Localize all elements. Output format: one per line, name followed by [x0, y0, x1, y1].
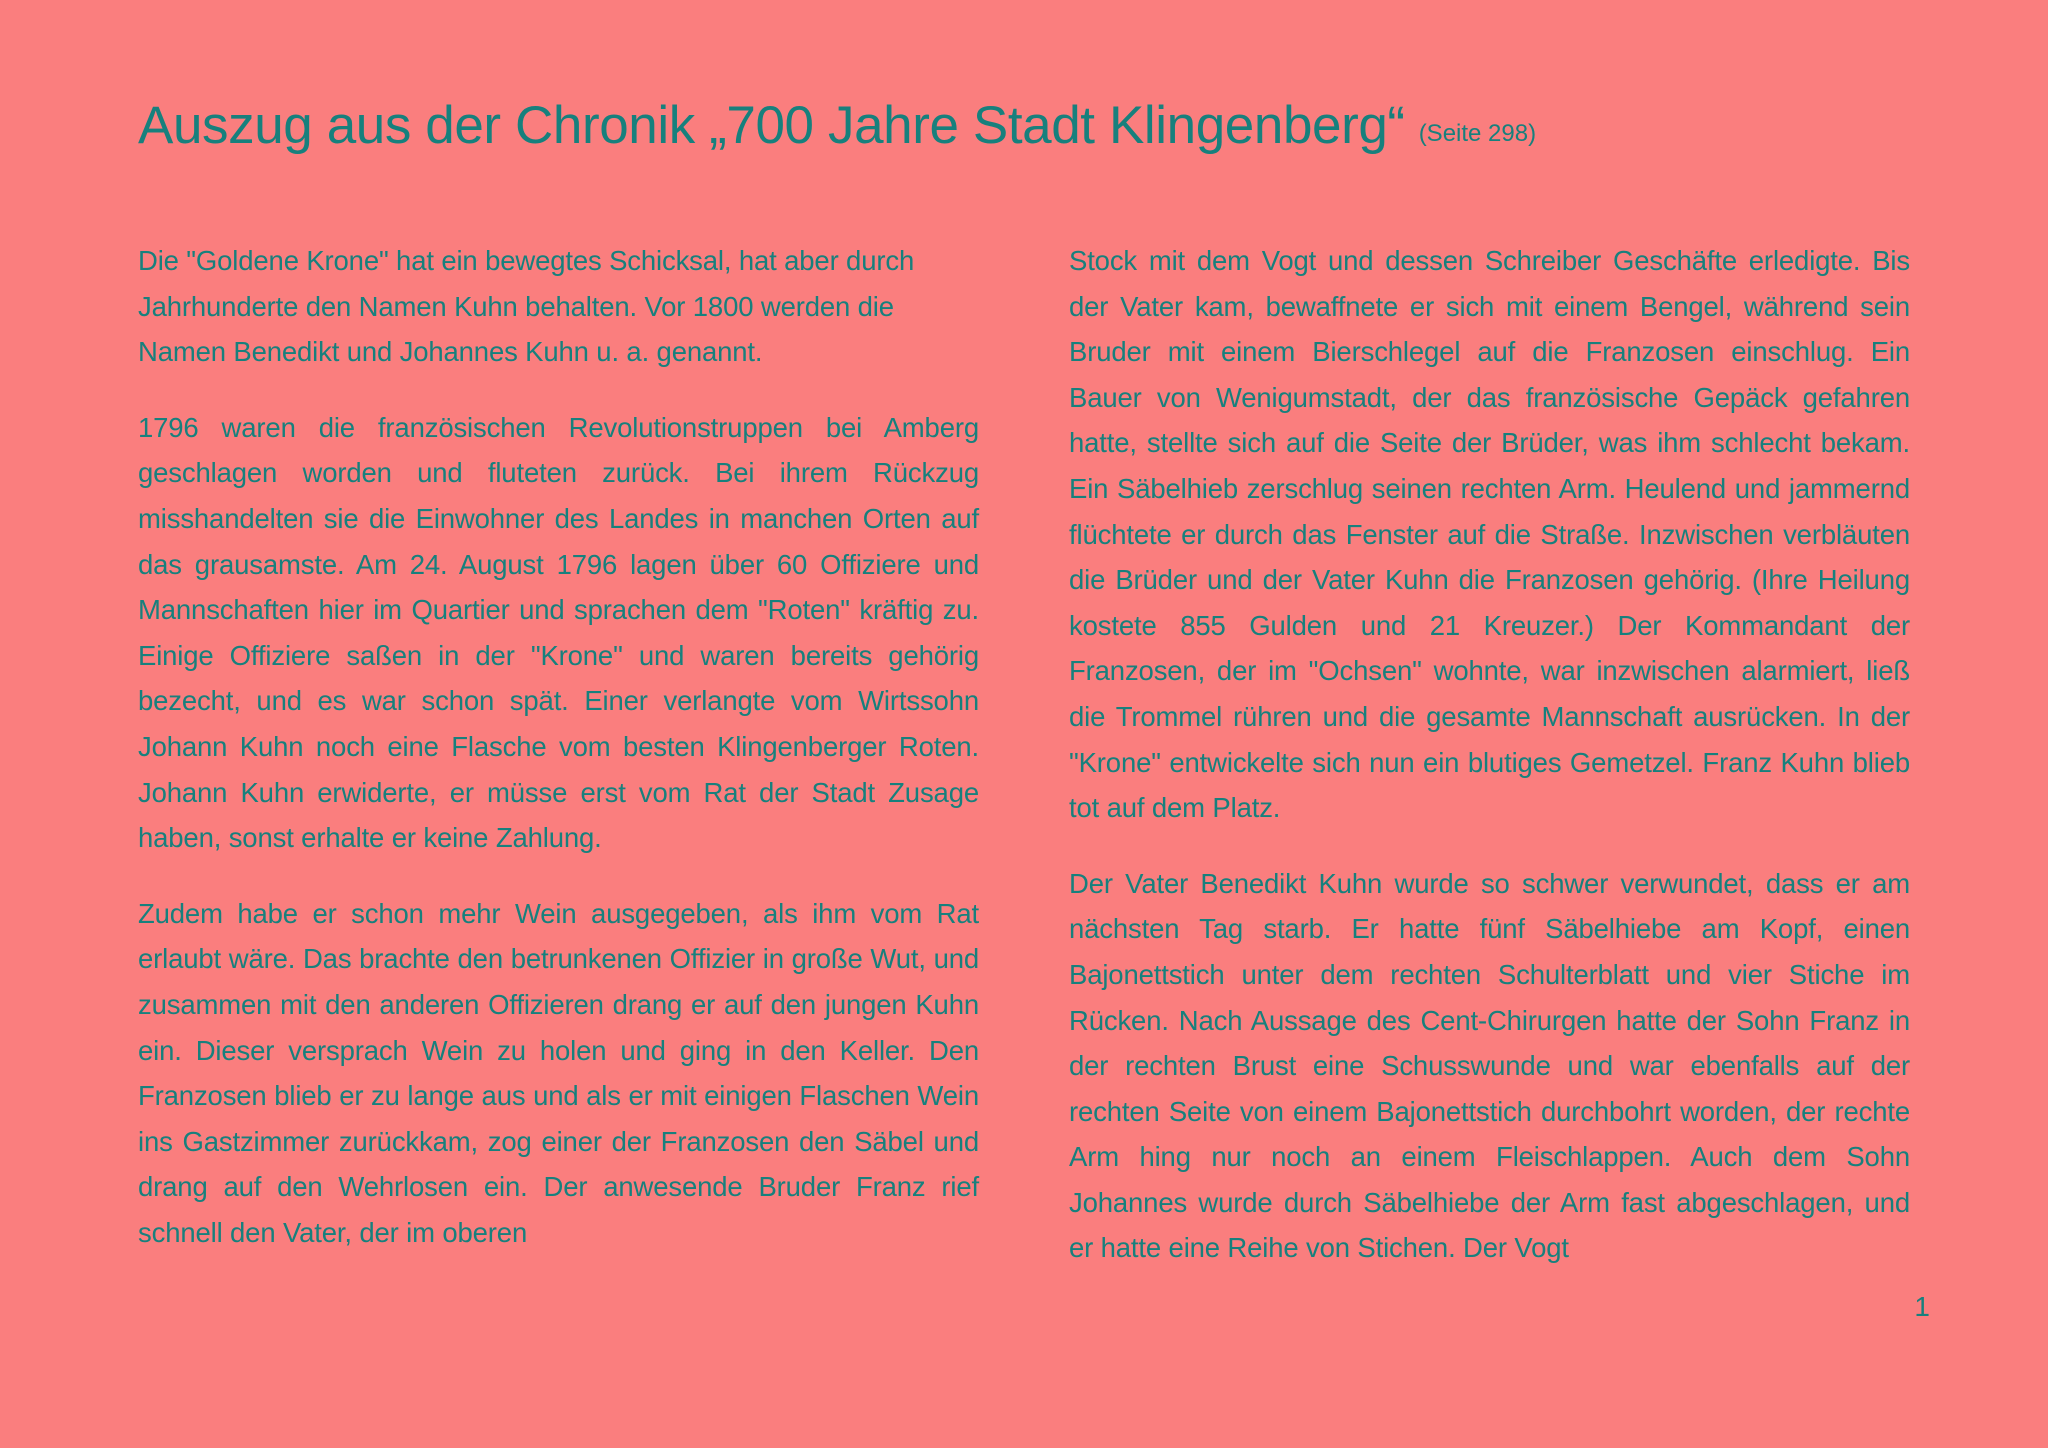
paragraph: 1796 waren die französischen Revolutionstruppen bei Amberg geschlagen worden und fluteten zurück. Bei ihrem Rückzug misshandelten sie die Einwohner des Landes in manchen Orten auf das grausamste. Am 24. August 1796 lagen über 60 Offiziere und Mannschaften hier im Quartier und sprachen dem "Roten" kräftig zu. Einige Offiziere saßen in der "Krone" und waren bereits gehörig bezecht, und es war schon spät. Einer verlangte vom Wirtssohn Johann Kuhn noch eine Flasche vom besten Klingenberger Roten. Johann Kuhn erwiderte, er müsse erst vom Rat der Stadt Zusage haben, sonst erhalte er keine Zahlung. — [138, 411, 979, 854]
paragraph: Zudem habe er schon mehr Wein ausgegeben, als ihm vom Rat erlaubt wäre. Das brachte den betrunkenen Offizier in große Wut, und zusammen mit den anderen Offizieren drang er auf den jungen Kuhn ein. Dieser versprach Wein zu holen und ging in den Keller. Den Franzosen blieb er zu lange aus und als er mit einigen Flaschen Wein ins Gastzimmer zurückkam, zog einer der Franzosen den Säbel und drang auf den Wehrlosen ein. Der anwesende Bruder Franz rief schnell den Vater, der im oberen — [138, 897, 979, 1248]
paragraph: Stock mit dem Vogt und dessen Schreiber Geschäfte erledigte. Bis der Vater kam, bewaffnete er sich mit einem Bengel, während sein Bruder mit einem Bierschlegel auf die Franzosen einschlug. Ein Bauer von Wenigumstadt, der das französische Gepäck gefahren hatte, stellte sich auf die Seite der Brüder, was ihm schlecht bekam. Ein Säbelhieb zerschlug seinen rechten Arm. Heulend und jammernd flüchtete er durch das Fenster auf die Straße. Inzwischen verbläuten die Brüder und der Vater Kuhn die Franzosen gehörig. (Ihre Heilung kostete 855 Gulden und 21 Kreuzer.) Der Kommandant der Franzosen, der im "Ochsen" wohnte, war inzwischen alarmiert, ließ die Trommel rühren und die gesamte Mannschaft ausrücken. In der "Krone" entwickelte sich nun ein blutiges Gemetzel. Franz Kuhn blieb tot auf dem Platz. — [1069, 245, 1910, 824]
left-column — [138, 238, 979, 1271]
paragraph: Der Vater Benedikt Kuhn wurde so schwer verwundet, dass er am nächsten Tag starb. Er hatte fünf Säbelhiebe am Kopf, einen Bajonettstich unter dem rechten Schulterblatt und vier Stiche im Rücken. Nach Aussage des Cent-Chirurgen hatte der Sohn Franz in der rechten Brust eine Schusswunde und war ebenfalls auf der rechten Seite von einem Bajonettstich durchbohrt worden, der rechte Arm hing nur noch an einem Fleischlappen. Auch dem Sohn Johannes wurde durch Säbelhiebe der Arm fast abgeschlagen, und er hatte eine Reihe von Stichen. Der Vogt — [1069, 867, 1910, 1264]
two-column-body — [138, 238, 1910, 1271]
title-block — [138, 98, 1928, 154]
page-title-source-reference: (Seite 298) — [1418, 120, 1537, 147]
page-title: Auszug aus der Chronik „700 Jahre Stadt Klingenberg“ — [138, 96, 1405, 155]
page-number: 1 — [1914, 1291, 1930, 1322]
paragraph: Die "Goldene Krone" hat ein bewegtes Schicksal, hat aber durch Jahrhunderte den Namen Kuhn behalten. Vor 1800 werden die Namen Benedikt und Johannes Kuhn u. a. genannt. — [138, 245, 915, 368]
right-column — [1069, 238, 1910, 1271]
